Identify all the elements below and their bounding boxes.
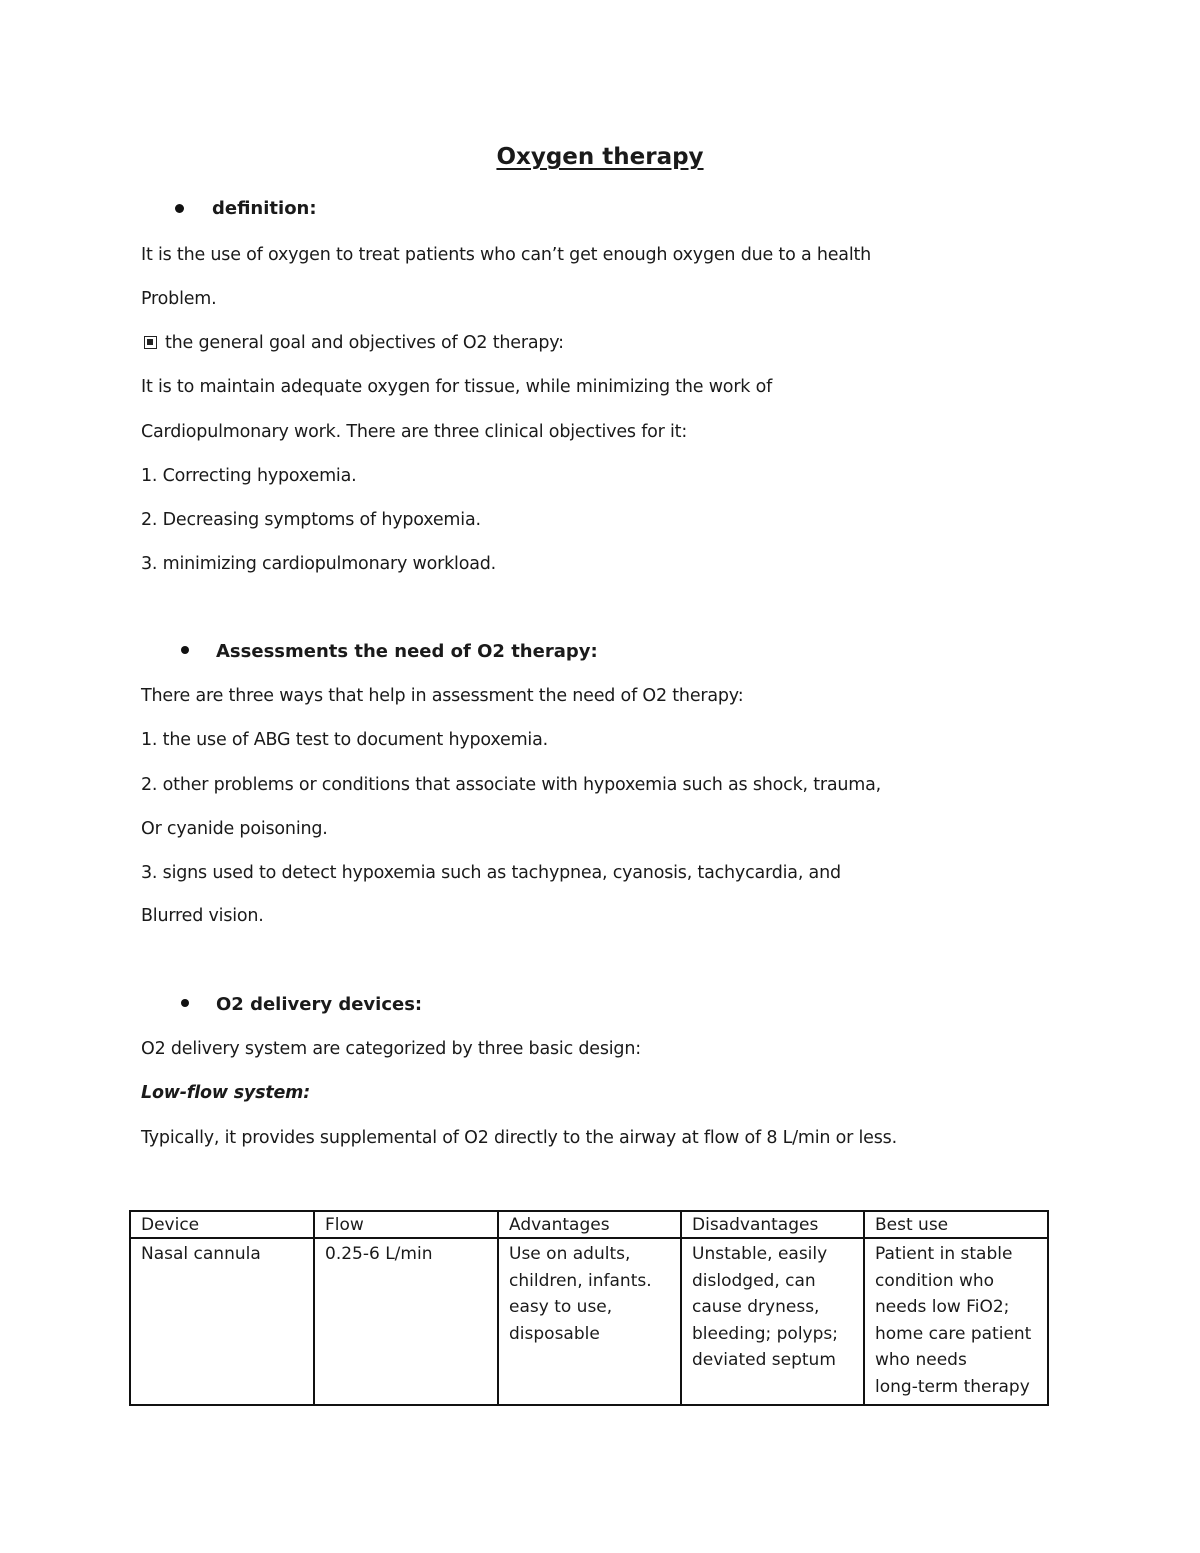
- cell-text: who needs: [875, 1350, 967, 1370]
- checkbox-icon: [144, 336, 157, 349]
- goal-line-1: It is to maintain adequate oxygen for tissue, while minimizing the work of: [141, 377, 773, 397]
- header-disadvantages: Disadvantages: [681, 1211, 864, 1238]
- assessment-line-5: 3. signs used to detect hypoxemia such as tachypnea, cyanosis, tachycardia, and: [141, 863, 841, 883]
- assessment-line-6: Blurred vision.: [141, 906, 264, 926]
- bullet-icon: [175, 204, 184, 213]
- assessment-line-2: 1. the use of ABG test to document hypoxemia.: [141, 730, 548, 750]
- definition-line-2: Problem.: [141, 289, 217, 309]
- cell-text: disposable: [509, 1323, 600, 1344]
- cell-disadvantages: [681, 1238, 864, 1405]
- cell-text: Use on adults,: [509, 1244, 631, 1264]
- cell-flow: [314, 1238, 498, 1405]
- cell-text: Nasal cannula: [141, 1244, 261, 1264]
- cell-text: deviated septum: [692, 1350, 836, 1370]
- cell-text: condition who: [875, 1270, 995, 1291]
- header-flow: Flow: [314, 1211, 498, 1238]
- page-title: Oxygen therapy: [496, 144, 704, 170]
- assessment-line-3: 2. other problems or conditions that associate with hypoxemia such as shock, trauma,: [141, 775, 882, 795]
- cell-text: home care patient: [875, 1323, 1032, 1344]
- bullet-icon: [181, 999, 189, 1007]
- cell-text: easy to use,: [509, 1297, 613, 1317]
- header-advantages: Advantages: [498, 1211, 681, 1238]
- cell-text: long-term therapy: [875, 1376, 1030, 1397]
- cell-best-use: [864, 1238, 1048, 1405]
- table-header-row: [130, 1211, 1048, 1238]
- goal-line-2: Cardiopulmonary work. There are three clinical objectives for it:: [141, 422, 688, 442]
- goal-line-3: 1. Correcting hypoxemia.: [141, 466, 357, 486]
- cell-text: cause dryness,: [692, 1297, 820, 1317]
- cell-text: bleeding; polyps;: [692, 1323, 838, 1344]
- cell-text: children, infants.: [509, 1270, 652, 1291]
- delivery-devices-table: [129, 1210, 1049, 1406]
- definition-line-1: It is the use of oxygen to treat patients who can’t get enough oxygen due to a health: [141, 245, 872, 265]
- cell-device: [130, 1238, 314, 1405]
- section-heading-delivery-devices: O2 delivery devices:: [216, 994, 423, 1015]
- goal-line-5: 3. minimizing cardiopulmonary workload.: [141, 554, 497, 574]
- low-flow-description: Typically, it provides supplemental of O2 directly to the airway at flow of 8 L/min or less.: [141, 1128, 897, 1148]
- header-device: Device: [130, 1211, 314, 1238]
- assessment-line-1: There are three ways that help in assessment the need of O2 therapy:: [141, 686, 744, 706]
- goal-heading-line: [144, 332, 564, 354]
- delivery-intro: O2 delivery system are categorized by three basic design:: [141, 1039, 641, 1059]
- section-heading-assessments: Assessments the need of O2 therapy:: [216, 641, 598, 662]
- assessment-line-4: Or cyanide poisoning.: [141, 819, 328, 839]
- bullet-icon: [181, 646, 189, 654]
- cell-advantages: [498, 1238, 681, 1405]
- low-flow-subheading: Low-flow system:: [141, 1083, 311, 1103]
- cell-text: needs low FiO2;: [875, 1297, 1010, 1317]
- cell-text: Unstable, easily: [692, 1244, 828, 1264]
- table-row: [130, 1238, 1048, 1405]
- cell-text: 0.25-6 L/min: [325, 1244, 433, 1264]
- goal-heading: the general goal and objectives of O2 therapy:: [165, 333, 564, 353]
- header-best-use: Best use: [864, 1211, 1048, 1238]
- cell-text: Patient in stable: [875, 1244, 1013, 1264]
- goal-line-4: 2. Decreasing symptoms of hypoxemia.: [141, 510, 481, 530]
- cell-text: dislodged, can: [692, 1270, 816, 1291]
- section-heading-definition: definition:: [212, 198, 317, 219]
